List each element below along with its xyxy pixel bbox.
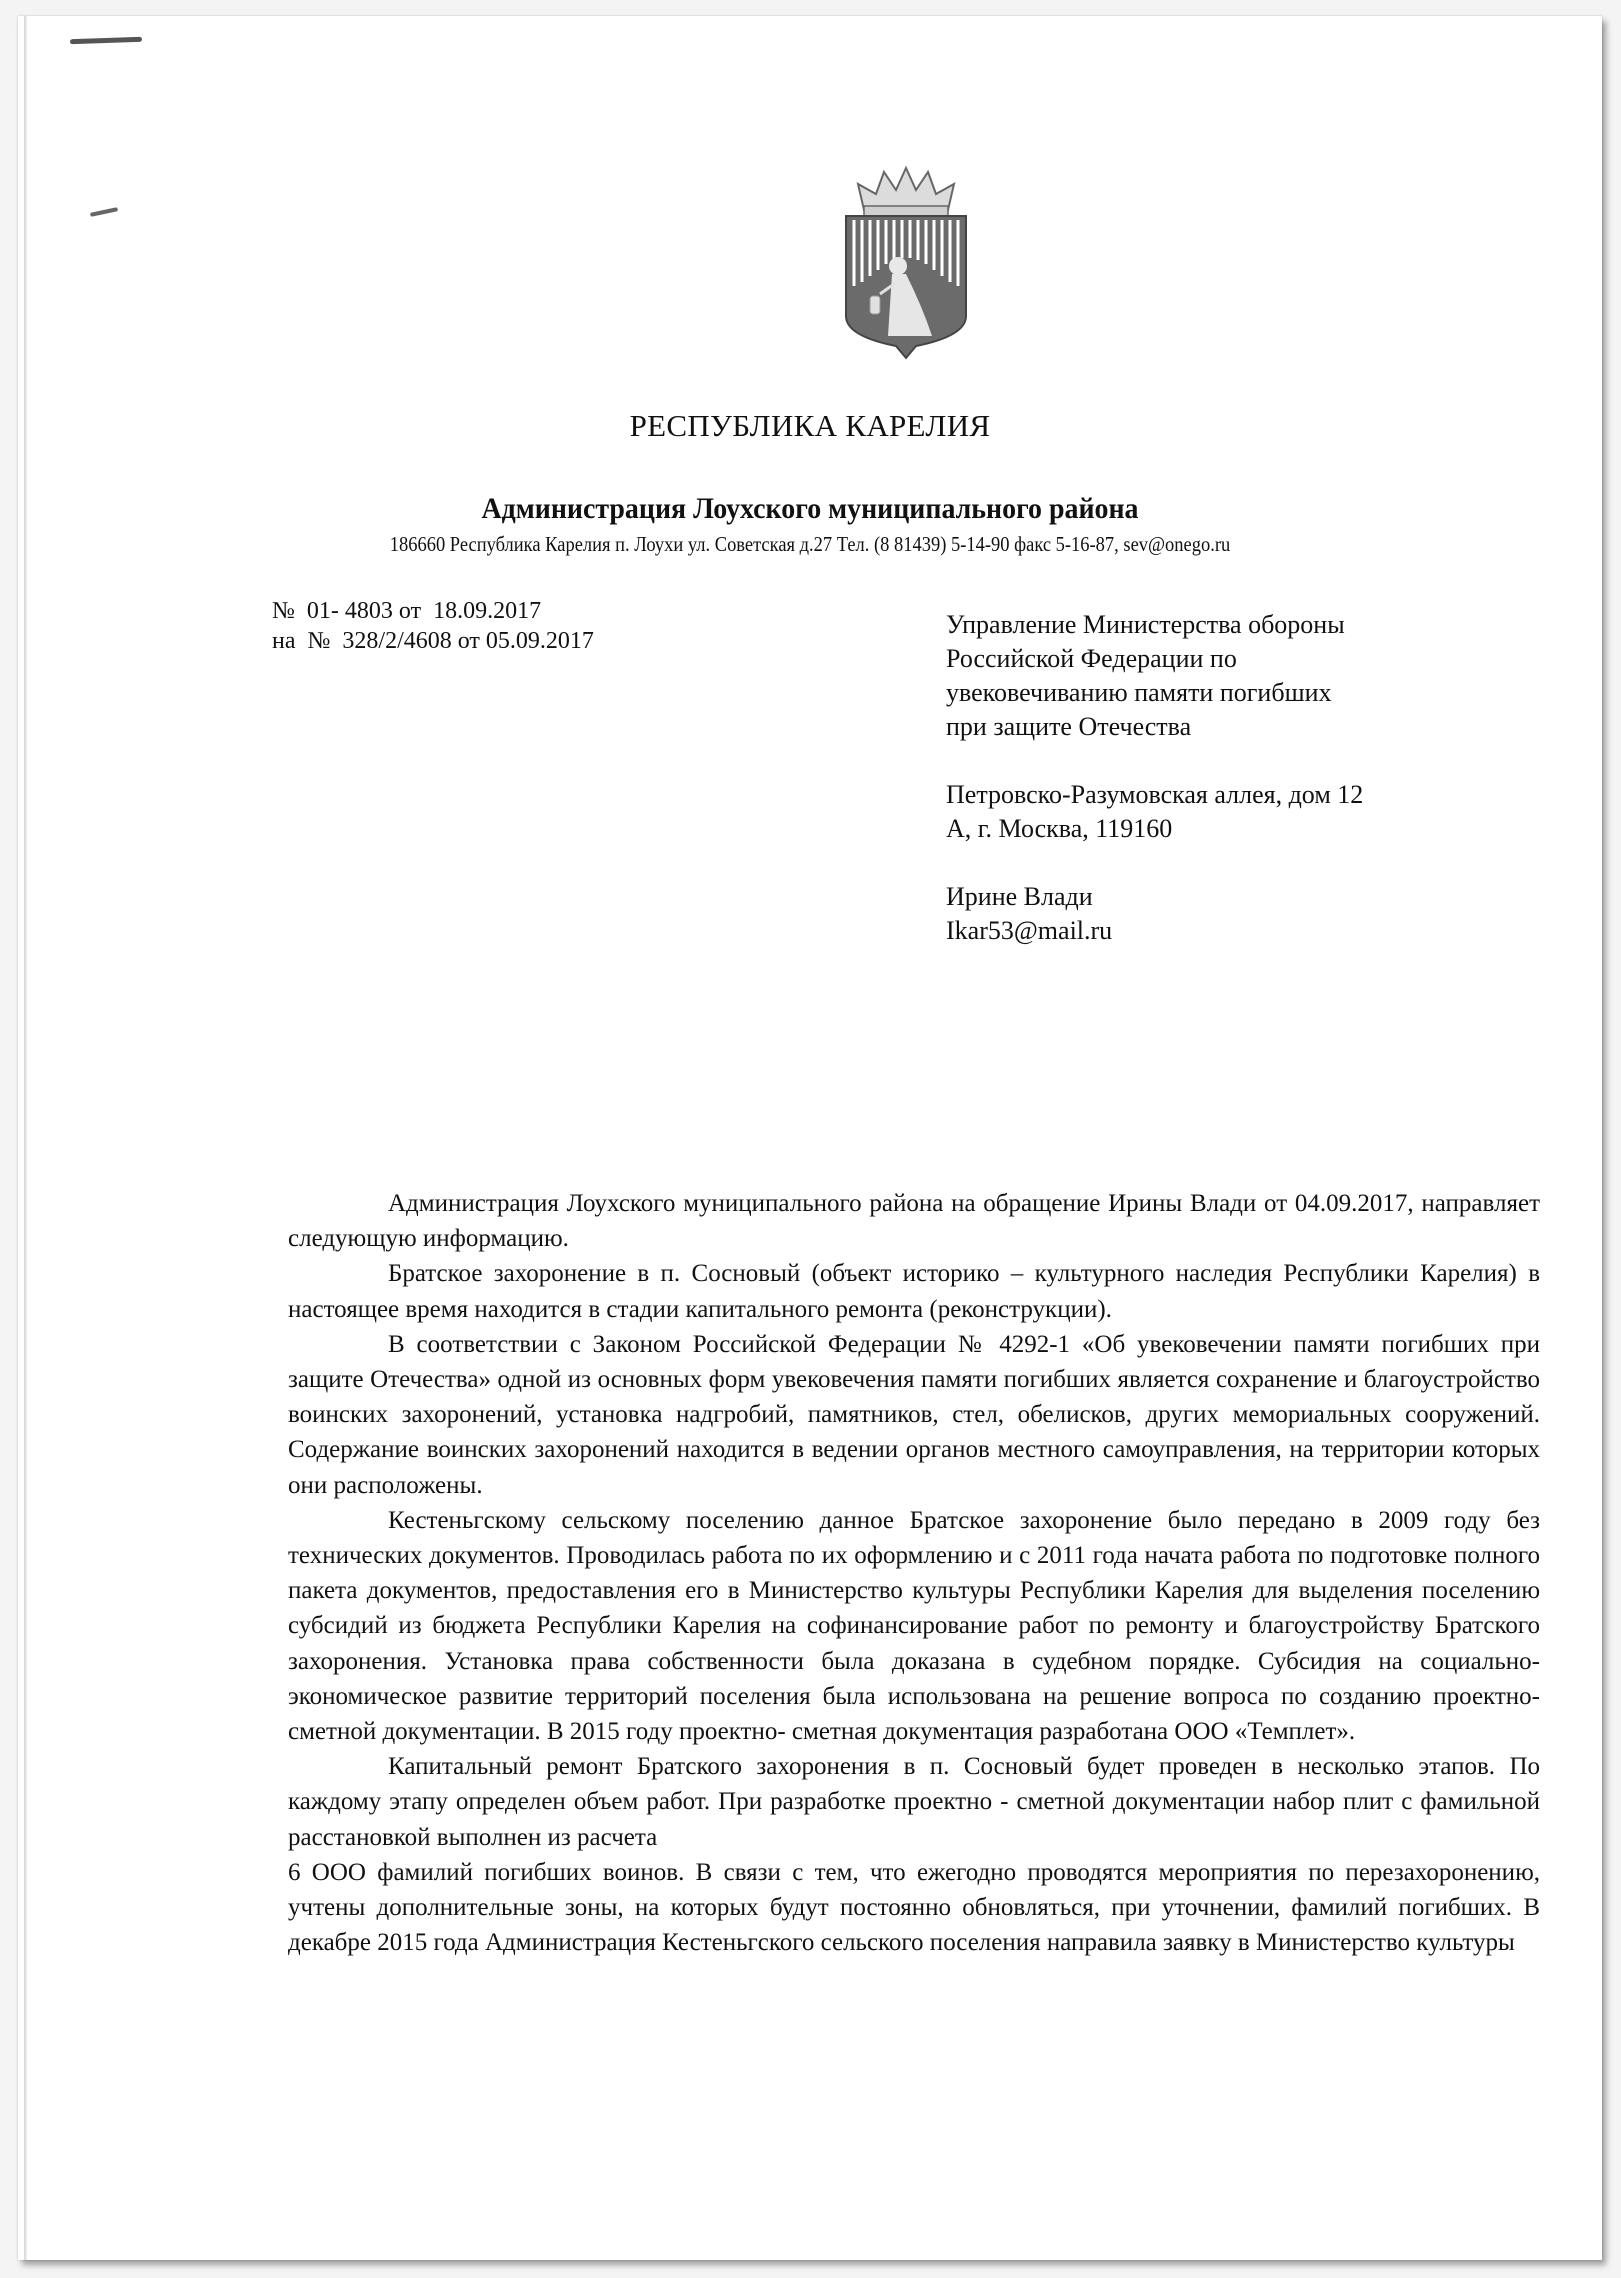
spacer [946,744,1506,778]
reference-numbers [272,596,594,656]
organization-name: Администрация Лоухского муниципального района [481,492,1139,525]
addressee-address-line: Петровско-Разумовская аллея, дом 12 [946,780,1364,809]
addressee-org-line: Управление Министерства обороны [946,610,1345,639]
addressee-email: Ikar53@mail.ru [946,916,1113,945]
organization-contacts: 186660 Республика Карелия п. Лоухи ул. Советская д.27 Тел. (8 81439) 5-14-90 факс 5-16-87, sev@onego.ru [389,532,1231,556]
region-title: РЕСПУБЛИКА КАРЕЛИЯ [629,408,991,443]
incoming-number: на № 328/2/4608 от 05.09.2017 [272,628,594,654]
addressee-block [946,608,1506,948]
pen-mark [70,37,142,45]
paragraph: Кестеньгскому сельскому поселению данное Братское захоронение было передано в 2009 году без технических документов. Проводилась работа по их оформлению и с 2011 года начата работа по подготовке полного пакета документов, предоставления его в Министерство культуры Республики Карелия для выделения поселению субсидий из бюджета Республики Карелия на софинансирование работ по ремонту и благоустройству Братского захоронения. Установка права собственности была доказана в судебном порядке. Субсидия на социально-экономическое развитие территорий поселения была использована на решение вопроса по созданию проектно-сметной документации. В 2015 году проектно- сметная документация разработана ООО «Темплет». [288,1506,1540,1746]
addressee-address-line: А, г. Москва, 119160 [946,814,1173,843]
document-page [18,16,1602,2260]
addressee-person-name: Ирине Влади [946,882,1093,911]
paragraph: 6 ООО фамилий погибших воинов. В связи с тем, что ежегодно проводятся мероприятия по перезахоронению, учтены дополнительные зоны, на которых будут постоянно обновляться, при уточнении, фамилий погибших. В декабре 2015 года Администрация Кестеньгского сельского поселения направила заявку в Министерство культуры [288,1858,1540,1957]
addressee-org-line: Российской Федерации по [946,644,1237,673]
paragraph: Администрация Лоухского муниципального района на обращение Ирины Влади от 04.09.2017, направляет следующую информацию. [288,1190,1540,1253]
paragraph: Братское захоронение в п. Сосновый (объект историко – культурного наследия Республики Карелия) в настоящее время находится в стадии капитального ремонта (реконструкции). [288,1260,1540,1323]
paragraph: В соответствии с Законом Российской Федерации № 4292-1 «Об увековечении памяти погибших при защите Отечества» одной из основных форм увековечения памяти погибших является сохранение и благоустройство воинских захоронений, установка надгробий, памятников, стел, обелисков, других мемориальных сооружений. Содержание воинских захоронений находится в ведении органов местного самоуправления, на территории которых они расположены. [288,1330,1540,1499]
scan-edge-shadow [24,16,27,2260]
coat-of-arms-icon [836,166,976,366]
addressee-org-line: увековечиванию памяти погибших [946,678,1332,707]
letter-body [288,1186,1540,1960]
paragraph: Капитальный ремонт Братского захоронения в п. Сосновый будет проведен в несколько этапов. По каждому этапу определен объем работ. При разработке проектно - сметной документации набор плит с фамильной расстановкой выполнен из расчета [288,1753,1540,1851]
addressee-org-line: при защите Отечества [946,712,1192,741]
pen-smudge [90,207,118,217]
outgoing-number: № 01- 4803 от 18.09.2017 [272,598,542,624]
spacer [946,846,1506,880]
